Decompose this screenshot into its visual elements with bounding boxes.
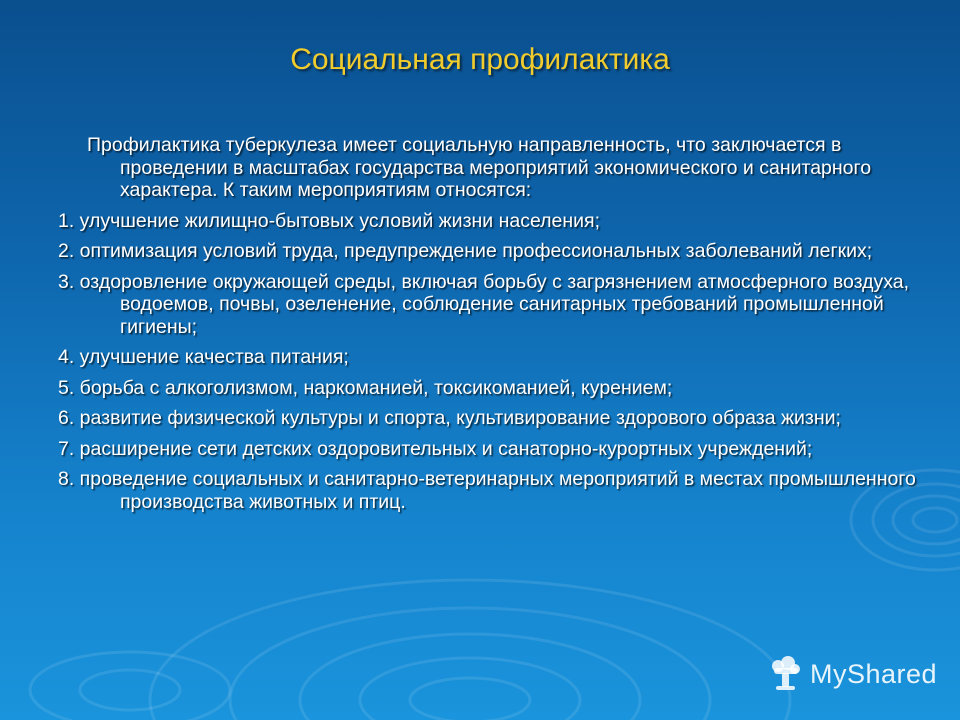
watermark-logo [768,654,937,694]
watermark-text: MyShared [810,659,938,689]
list-item-1: 1. улучшение жилищно-бытовых условий жизни населения; [58,209,601,232]
list-item-4: 4. улучшение качества питания; [58,346,349,368]
list-item-8: 8. проведение социальных и санитарно-ветеринарных мероприятий в местах промышленного производства животных и птиц. [58,468,916,513]
slide-title: Социальная профилактика [290,43,670,76]
list-item-3: 3. оздоровление окружающей среды, включая борьбу с загрязнением атмосферного воздуха, водоемов, почвы, озеленение, соблюдение санитарных требований промышленной гигиены; [58,270,910,338]
mushroom-cloud-icon [768,656,802,692]
intro-paragraph: Профилактика туберкулеза имеет социальную направленность, что заключается в проведении в масштабах государства мероприятий экономического и санитарного характера. К таким мероприятиям относятся: [87,134,872,201]
list-item-6: 6. развитие физической культуры и спорта, культивирование здорового образа жизни; [58,407,841,429]
slide-body [58,134,918,521]
list-item-7: 7. расширение сети детских оздоровительных и санаторно-курортных учреждений; [58,437,813,460]
list-item-5: 5. борьба с алкоголизмом, наркоманией, токсикоманией, курением; [58,376,673,399]
list-item-2: 2. оптимизация условий труда, предупреждение профессиональных заболеваний легких; [58,240,873,262]
